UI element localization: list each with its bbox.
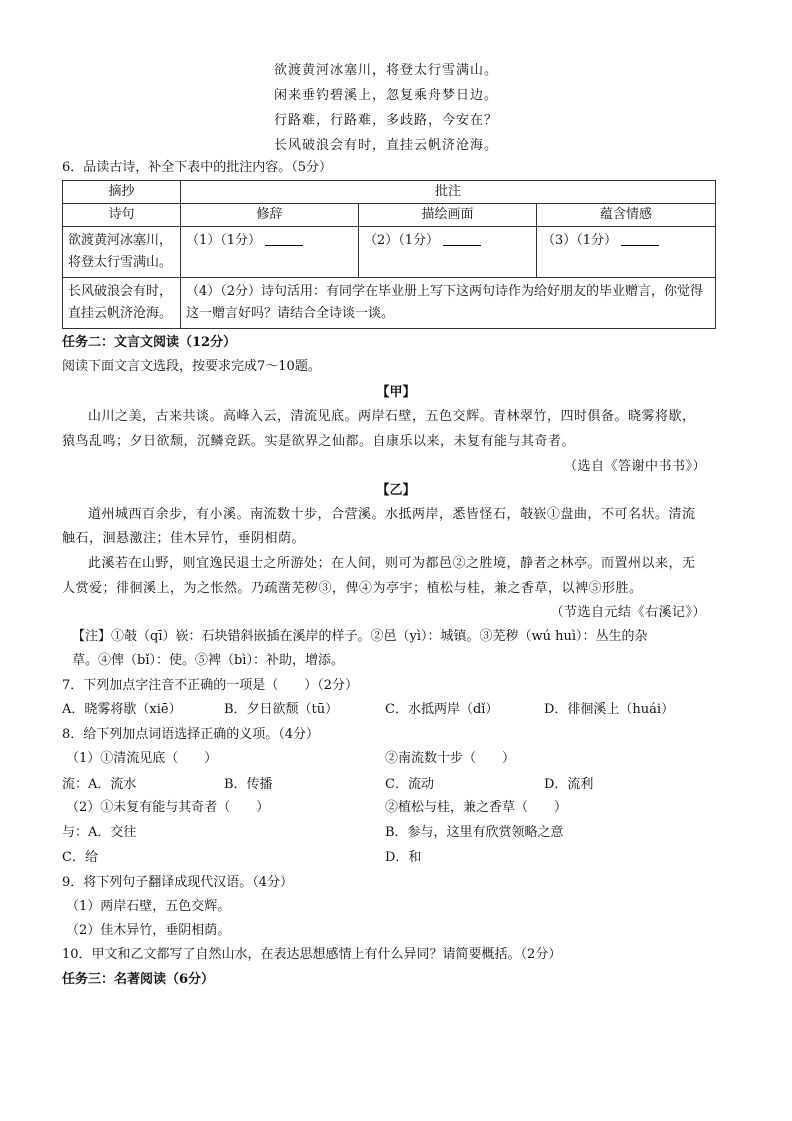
- jia-source: （选自《答谢中书书》）: [563, 459, 706, 474]
- yi-p1-line-2: 触石，洄悬激注；佳木异竹，垂阴相荫。: [62, 531, 306, 546]
- annotation-table: [62, 180, 716, 329]
- poem-line-3: 行路难，行路难，多歧路，今安在？: [273, 113, 498, 128]
- jia-text-line-2: 猿鸟乱鸣；夕日欲颓，沉鳞竞跃。实是欲界之仙都。自康乐以来，未复有能与其奇者。: [62, 434, 576, 449]
- row1-poem: 欲渡黄河冰塞川，将登太行雪满山。: [63, 227, 181, 278]
- q8-yu-option-a[interactable]: 与：A．交往: [62, 825, 137, 840]
- q8-liu-option-b[interactable]: B．传播: [224, 777, 273, 792]
- jia-text-line-1: 山川之美，古来共谈。高峰入云，清流见底。两岸石壁，五色交辉。青林翠竹，四时俱备。晓雾将歇，: [88, 409, 696, 424]
- table-head-excerpt: 摘抄: [63, 181, 181, 204]
- answer-blank[interactable]: [265, 231, 303, 246]
- q8-liu-option-c[interactable]: C．流动: [385, 777, 434, 792]
- yi-p2-line-2: 人赏爱；徘徊溪上，为之怅然。乃疏凿芜秽③，俾④为亭宇；植松与桂，兼之香草，以裨⑤形胜。: [62, 581, 643, 596]
- task3-title: 任务三：名著阅读（6分）: [62, 972, 215, 987]
- jia-label: 【甲】: [376, 385, 416, 400]
- q7-option-a[interactable]: A．晓雾将歇（xiē）: [62, 702, 182, 717]
- q6-prompt: 6．品读古诗，补全下表中的批注内容。（5分）: [62, 160, 333, 175]
- poem-line-4: 长风破浪会有时，直挂云帆济沧海。: [273, 138, 498, 153]
- q7-option-b[interactable]: B．夕日欲颓（tū）: [224, 702, 339, 717]
- answer-blank[interactable]: [621, 231, 659, 246]
- row1-rhetoric-label: （1）（1分）: [186, 233, 262, 248]
- yi-source: （节选自元结《右溪记》）: [550, 605, 706, 620]
- task2-instruction: 阅读下面文言文选段，按要求完成7～10题。: [62, 359, 321, 374]
- q8-yu-option-b[interactable]: B．参与，这里有欣赏领略之意: [385, 825, 564, 840]
- q7-option-c[interactable]: C．水抵两岸（dǐ）: [385, 702, 499, 717]
- q8-yu-option-c[interactable]: C．给: [62, 850, 98, 865]
- q8-liu-option-a[interactable]: 流：A．流水: [62, 777, 137, 792]
- q8-sub-2: ②南流数十步（ ）: [385, 751, 516, 766]
- q9-sentence-1: （1）两岸石壁，五色交辉。: [66, 899, 231, 914]
- row1-emotion-label: （3）（1分）: [542, 233, 618, 248]
- q7-prompt: 7．下列加点字注音不正确的一项是（ ）（2分）: [62, 678, 359, 693]
- table-head-annotation: 批注: [181, 181, 716, 204]
- row1-scene-cell: [359, 227, 537, 278]
- q8-sub-4: ②植松与桂，兼之香草（ ）: [385, 800, 568, 815]
- col-emotion: 蕴含情感: [537, 204, 716, 227]
- row2-poem: 长风破浪会有时，直挂云帆济沧海。: [63, 278, 181, 329]
- q8-sub-3: （2）①未复有能与其奇者（ ）: [66, 800, 270, 815]
- q9-sentence-2: （2）佳木异竹，垂阴相荫。: [66, 923, 231, 938]
- row1-emotion-cell: [537, 227, 716, 278]
- poem-line-2: 闲来垂钓碧溪上，忽复乘舟梦日边。: [273, 88, 498, 103]
- row1-scene-label: （2）（1分）: [364, 233, 440, 248]
- answer-blank[interactable]: [443, 231, 481, 246]
- q10-prompt: 10．甲文和乙文都写了自然山水，在表达思想感情上有什么异同？请简要概括。（2分）: [62, 947, 562, 962]
- task2-title: 任务二：文言文阅读（12分）: [62, 335, 237, 350]
- yi-p1-line-1: 道州城西百余步，有小溪。南流数十步，合营溪。水抵两岸，悉皆怪石，攲嵚①盘曲，不可名状。清流: [88, 507, 696, 522]
- q9-prompt: 9．将下列句子翻译成现代汉语。（4分）: [62, 875, 294, 890]
- poem-line-1: 欲渡黄河冰塞川，将登太行雪满山。: [273, 63, 498, 78]
- q8-sub-1: （1）①清流见底（ ）: [66, 751, 218, 766]
- yi-p2-line-1: 此溪若在山野，则宜逸民退士之所游处；在人间，则可为都邑②之胜境，静者之林亭。而置州以来，无: [88, 556, 696, 571]
- q8-prompt: 8．给下列加点词语选择正确的义项。（4分）: [62, 727, 320, 742]
- q8-yu-option-d[interactable]: D．和: [385, 850, 422, 865]
- col-scene: 描绘画面: [359, 204, 537, 227]
- row1-rhetoric-cell: [181, 227, 359, 278]
- col-poem: 诗句: [63, 204, 181, 227]
- yi-label: 【乙】: [376, 483, 416, 498]
- note-line-1: 【注】①攲（qī）嵚：石块错斜嵌插在溪岸的样子。②邑（yì）：城镇。③芜秽（wú huì）：丛生的杂: [72, 629, 648, 644]
- q8-liu-option-d[interactable]: D．流利: [544, 777, 594, 792]
- col-rhetoric: 修辞: [181, 204, 359, 227]
- q7-option-d[interactable]: D．徘徊溪上（huái）: [544, 702, 675, 717]
- note-line-2: 草。④俾（bǐ）：使。⑤裨（bì）：补助，增添。: [72, 653, 344, 668]
- row2-question: （4）（2分）诗句活用：有同学在毕业册上写下这两句诗作为给好朋友的毕业赠言，你觉得这一赠言好吗？请结合全诗谈一谈。: [181, 278, 716, 329]
